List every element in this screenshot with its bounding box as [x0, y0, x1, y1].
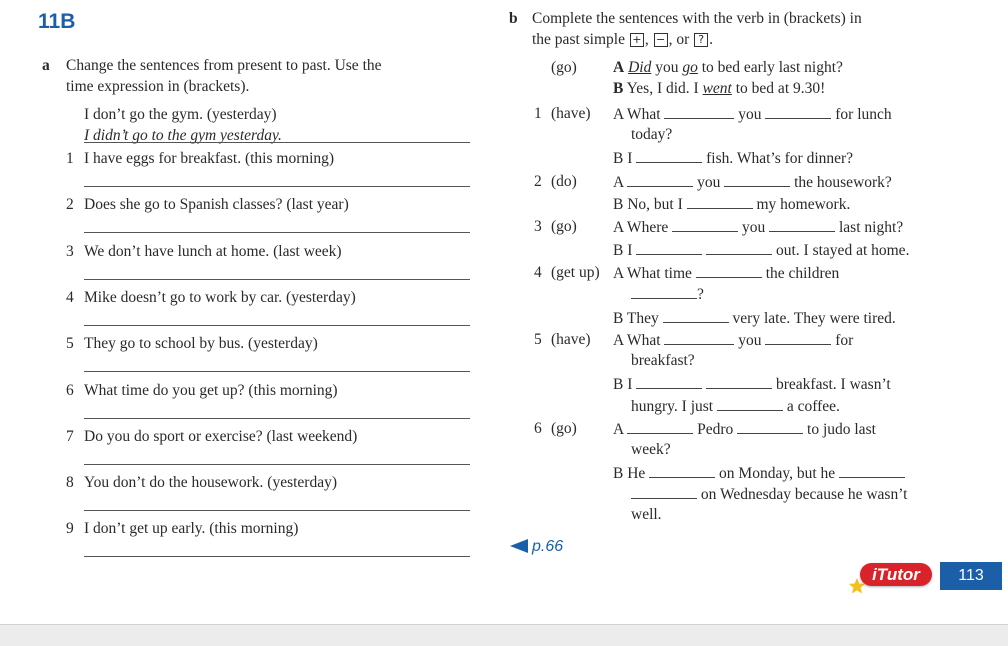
- b-item-2-line-a: A you the housework?: [613, 174, 892, 191]
- a-item-2-text: Does she go to Spanish classes? (last year): [84, 196, 349, 213]
- a-item-1-number: 1: [66, 150, 74, 167]
- itutor-logo[interactable]: iTutor: [860, 563, 932, 586]
- b-item-5-number: 5: [534, 331, 542, 348]
- page-reference-text: p.66: [532, 538, 564, 555]
- b-item-3-line-a: A Where you last night?: [613, 219, 904, 236]
- answer-blank[interactable]: [636, 241, 702, 255]
- a-item-9-answer-line[interactable]: [84, 556, 470, 557]
- a-item-6-number: 6: [66, 382, 74, 399]
- b-item-6-line-b3: well.: [631, 506, 662, 523]
- example-went: went: [702, 80, 732, 97]
- a-item-7-answer-line[interactable]: [84, 464, 470, 465]
- answer-blank[interactable]: [649, 464, 715, 478]
- b-item-1-number: 1: [534, 105, 542, 122]
- a-item-5-answer-line[interactable]: [84, 371, 470, 372]
- example-answer-line: [84, 142, 470, 143]
- a-item-3-number: 3: [66, 243, 74, 260]
- example-b-rest: to bed at 9.30!: [735, 80, 826, 97]
- a-item-8-number: 8: [66, 474, 74, 491]
- a-item-4-answer-line[interactable]: [84, 325, 470, 326]
- a-item-9-number: 9: [66, 520, 74, 537]
- b-item-3-verb: (go): [551, 218, 577, 235]
- answer-blank[interactable]: [664, 331, 734, 345]
- b-item-6-line-b: B He on Monday, but he: [613, 464, 905, 484]
- a-item-5-text: They go to school by bus. (yesterday): [84, 335, 318, 352]
- b-item-5-line-b2: hungry. I just a coffee.: [631, 398, 840, 415]
- a-item-2-number: 2: [66, 196, 74, 213]
- answer-blank[interactable]: [636, 149, 702, 163]
- b-item-1-verb: (have): [551, 105, 591, 122]
- b-item-5-line-a: A What you for: [613, 332, 854, 349]
- b-item-6-line-a: A Pedro to judo last: [613, 421, 876, 438]
- page-number: 113: [940, 562, 1002, 590]
- plus-box-icon: +: [630, 33, 644, 47]
- answer-blank[interactable]: [769, 218, 835, 232]
- example-b-line: [613, 80, 825, 99]
- exercise-a-letter: a: [42, 57, 50, 74]
- b-item-2-verb: (do): [551, 173, 577, 190]
- b-item-4-line-a: A What time the children: [613, 265, 840, 282]
- a-item-7-number: 7: [66, 428, 74, 445]
- instruction-end: .: [709, 31, 714, 48]
- b-item-3-line-b: B I out. I stayed at home.: [613, 242, 910, 259]
- a-item-7-text: Do you do sport or exercise? (last weekend): [84, 428, 358, 445]
- example-you: you: [655, 59, 679, 76]
- answer-blank[interactable]: [737, 420, 803, 434]
- example-did: Did: [628, 59, 652, 76]
- exercise-a-instruction-line1: Change the sentences from present to past. Use the: [66, 57, 382, 74]
- instruction-sep2: , or: [668, 31, 690, 48]
- b-item-4-line-b: B They very late. They were tired.: [613, 310, 896, 327]
- a-item-8-answer-line[interactable]: [84, 510, 470, 511]
- b-item-3-number: 3: [534, 218, 542, 235]
- example-a-rest: to bed early last night?: [701, 59, 843, 76]
- b-item-4-line-a2: ?: [631, 285, 704, 305]
- answer-blank[interactable]: [706, 375, 772, 389]
- b-item-1-line-a: A What you for lunch: [613, 106, 892, 123]
- answer-blank[interactable]: [627, 173, 693, 187]
- a-item-1-text: I have eggs for breakfast. (this morning): [84, 150, 335, 167]
- a-item-8-text: You don’t do the housework. (yesterday): [84, 474, 337, 491]
- example-verb: (go): [551, 59, 577, 76]
- a-item-9-text: I don’t get up early. (this morning): [84, 520, 299, 537]
- answer-blank[interactable]: [724, 173, 790, 187]
- b-item-5-verb: (have): [551, 331, 591, 348]
- answer-blank[interactable]: [631, 285, 697, 299]
- b-item-2-line-b: B No, but I my homework.: [613, 196, 851, 213]
- exercise-b-letter: b: [509, 10, 518, 27]
- answer-blank[interactable]: [717, 397, 783, 411]
- b-item-1-line-b: B I fish. What’s for dinner?: [613, 150, 854, 167]
- exercise-a-instruction-line2: time expression in (brackets).: [66, 78, 250, 95]
- answer-blank[interactable]: [664, 105, 734, 119]
- speaker-a: A: [613, 59, 625, 76]
- b-item-5-line-a2: breakfast?: [631, 352, 695, 369]
- answer-blank[interactable]: [631, 485, 697, 499]
- exercise-b-instruction-line2: [532, 31, 713, 50]
- answer-blank[interactable]: [765, 105, 831, 119]
- a-item-3-answer-line[interactable]: [84, 279, 470, 280]
- question-box-icon: ?: [694, 33, 708, 47]
- answer-blank[interactable]: [765, 331, 831, 345]
- answer-blank[interactable]: [696, 264, 762, 278]
- a-item-1-answer-line[interactable]: [84, 186, 470, 187]
- example-answer: I didn’t go to the gym yesterday.: [84, 127, 282, 144]
- b-item-4-verb: (get up): [551, 264, 600, 281]
- back-arrow-icon: [510, 539, 528, 553]
- answer-blank[interactable]: [706, 241, 772, 255]
- b-item-6-number: 6: [534, 420, 542, 437]
- a-item-5-number: 5: [66, 335, 74, 352]
- a-item-4-number: 4: [66, 289, 74, 306]
- page-reference[interactable]: [510, 537, 563, 556]
- b-item-4-number: 4: [534, 264, 542, 281]
- example-a-line: [613, 59, 843, 78]
- bottom-band: [0, 624, 1008, 646]
- example-b-pre: Yes, I did. I: [626, 80, 699, 97]
- answer-blank[interactable]: [636, 375, 702, 389]
- b-item-6-line-a2: week?: [631, 441, 671, 458]
- a-item-4-text: Mike doesn’t go to work by car. (yesterday): [84, 289, 356, 306]
- b-item-2-number: 2: [534, 173, 542, 190]
- b-item-6-verb: (go): [551, 420, 577, 437]
- example-go: go: [682, 59, 698, 76]
- minus-box-icon: −: [654, 33, 668, 47]
- example-question: I don’t go the gym. (yesterday): [84, 106, 277, 123]
- answer-blank[interactable]: [672, 218, 738, 232]
- b-item-5-line-b: B I breakfast. I wasn’t: [613, 376, 891, 393]
- answer-blank[interactable]: [687, 195, 753, 209]
- b-item-6-line-b2: on Wednesday because he wasn’t: [631, 485, 907, 505]
- speaker-b: B: [613, 80, 624, 97]
- unit-heading: 11B: [38, 10, 76, 33]
- a-item-6-answer-line[interactable]: [84, 418, 470, 419]
- exercise-b-instruction-line1: Complete the sentences with the verb in (brackets) in: [532, 10, 862, 27]
- b-item-1-line-a2: today?: [631, 126, 673, 143]
- a-item-6-text: What time do you get up? (this morning): [84, 382, 338, 399]
- answer-blank[interactable]: [663, 309, 729, 323]
- instruction-text: the past simple: [532, 31, 625, 48]
- instruction-sep1: ,: [644, 31, 649, 48]
- a-item-3-text: We don’t have lunch at home. (last week): [84, 243, 342, 260]
- answer-blank[interactable]: [627, 420, 693, 434]
- a-item-2-answer-line[interactable]: [84, 232, 470, 233]
- answer-blank[interactable]: [839, 464, 905, 478]
